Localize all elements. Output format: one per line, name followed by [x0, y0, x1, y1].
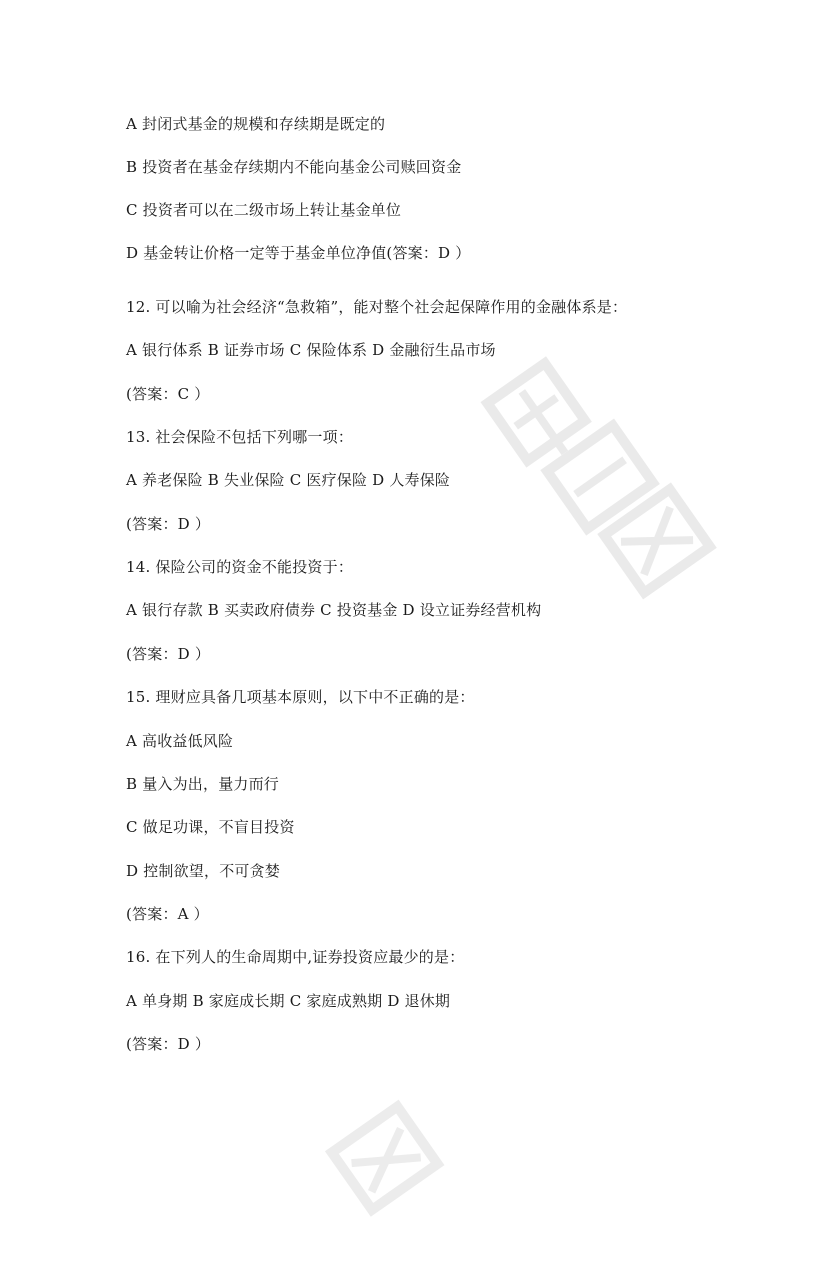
question-15-option-b: B 量入为出，量力而行 — [126, 775, 279, 793]
question-13: 13. 社会保险不包括下列哪一项： — [126, 428, 354, 446]
question-15-option-c: C 做足功课，不盲目投资 — [126, 818, 295, 836]
question-12-options: A 银行体系 B 证券市场 C 保险体系 D 金融衍生品市场 — [126, 341, 496, 359]
option-line-with-answer: D 基金转让价格一定等于基金单位净值(答案：D ） — [126, 244, 471, 262]
question-15-answer: (答案：A ） — [126, 905, 209, 923]
option-line: A 封闭式基金的规模和存续期是既定的 — [126, 115, 386, 133]
watermark-logo-icon — [465, 280, 794, 619]
question-15-option-a: A 高收益低风险 — [126, 732, 234, 750]
question-14: 14. 保险公司的资金不能投资于： — [126, 558, 354, 576]
question-12: 12. 可以喻为社会经济“急救箱”，能对整个社会起保障作用的金融体系是： — [126, 298, 628, 316]
question-14-options: A 银行存款 B 买卖政府债券 C 投资基金 D 设立证券经营机构 — [126, 601, 542, 619]
question-16: 16. 在下列人的生命周期中,证券投资应最少的是： — [126, 948, 465, 966]
question-13-answer: (答案：D ） — [126, 515, 211, 533]
question-14-answer: (答案：D ） — [126, 645, 211, 663]
question-16-options: A 单身期 B 家庭成长期 C 家庭成熟期 D 退休期 — [126, 992, 451, 1010]
question-15-option-d: D 控制欲望，不可贪婪 — [126, 862, 280, 880]
question-12-answer: (答案：C ） — [126, 385, 210, 403]
watermark-logo-icon — [310, 1030, 571, 1271]
option-line: B 投资者在基金存续期内不能向基金公司赎回资金 — [126, 158, 462, 176]
option-line: C 投资者可以在二级市场上转让基金单位 — [126, 201, 402, 219]
question-15: 15. 理财应具备几项基本原则，以下中不正确的是： — [126, 688, 475, 706]
question-16-answer: (答案：D ） — [126, 1035, 211, 1053]
question-13-options: A 养老保险 B 失业保险 C 医疗保险 D 人寿保险 — [126, 471, 451, 489]
